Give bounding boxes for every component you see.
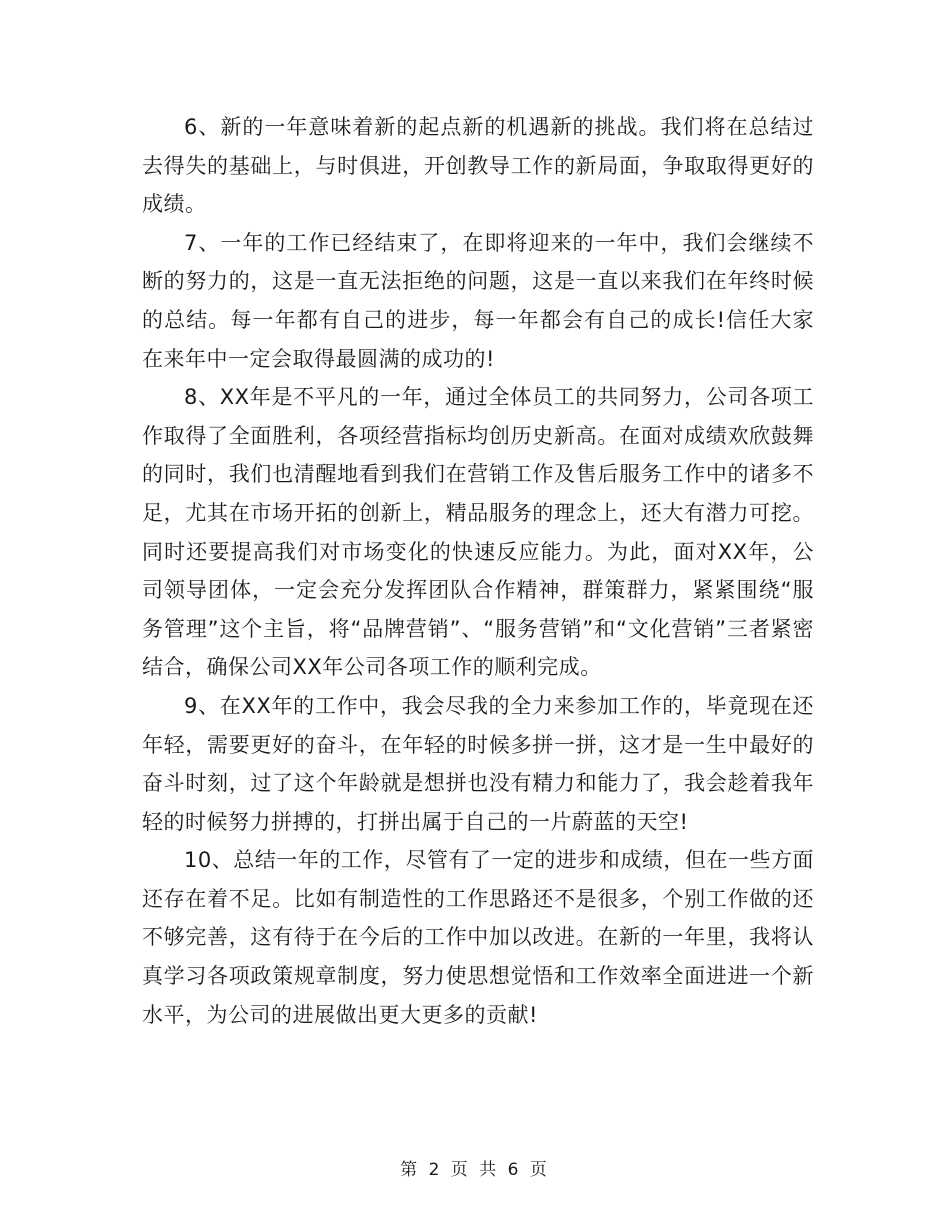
document-body <box>142 108 814 1034</box>
paragraph-6: 6、新的一年意味着新的起点新的机遇新的挑战。我们将在总结过去得失的基础上，与时俱进，开创教导工作的新局面，争取取得更好的成绩。 <box>142 115 814 217</box>
paragraph-10: 10、总结一年的工作，尽管有了一定的进步和成绩，但在一些方面还存在着不足。比如有制造性的工作思路还不是很多，个别工作做的还不够完善，这有待于在今后的工作中加以改进。在新的一年里，我将认真学习各项政策规章制度，努力使思想觉悟和工作效率全面进进一个新水平，为公司的进展做出更大更多的贡献! <box>142 848 814 1027</box>
paragraph-7: 7、一年的工作已经结束了，在即将迎来的一年中，我们会继续不断的努力的，这是一直无法拒绝的问题，这是一直以来我们在年终时候的总结。每一年都有自己的进步，每一年都会有自己的成长!信任大家在来年中一定会取得最圆满的成功的! <box>142 230 814 371</box>
paragraph-9: 9、在XX年的工作中，我会尽我的全力来参加工作的，毕竟现在还年轻，需要更好的奋斗，在年轻的时候多拼一拼，这才是一生中最好的奋斗时刻，过了这个年龄就是想拼也没有精力和能力了，我会趁着我年轻的时候努力拼搏的，打拼出属于自己的一片蔚蓝的天空! <box>142 693 814 834</box>
page-number-footer: 第 2 页 共 6 页 <box>400 1160 550 1180</box>
paragraph-8: 8、XX年是不平凡的一年，通过全体员工的共同努力，公司各项工作取得了全面胜利，各项经营指标均创历史新高。在面对成绩欢欣鼓舞的同时，我们也清醒地看到我们在营销工作及售后服务工作中的诸多不足，尤其在市场开拓的创新上，精品服务的理念上，还大有潜力可挖。同时还要提高我们对市场变化的快速反应能力。为此，面对XX年，公司领导团体，一定会充分发挥团队合作精神，群策群力，紧紧围绕“服务管理”这个主旨，将“品牌营销”、“服务营销”和“文化营销”三者紧密结合，确保公司XX年公司各项工作的顺利完成。 <box>142 385 814 680</box>
